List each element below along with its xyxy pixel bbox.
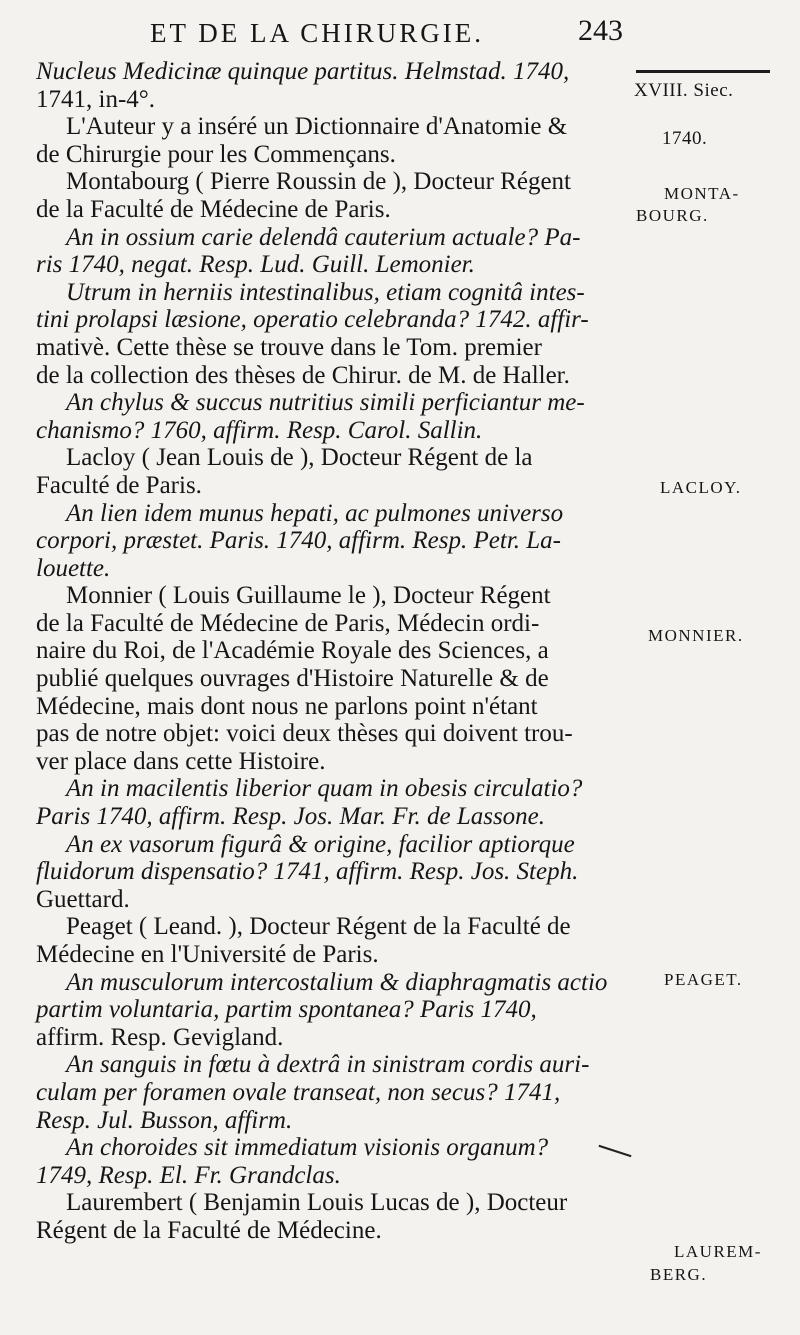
margin-note: LACLOY. [660, 478, 742, 497]
text-line: partim voluntaria, partim spontanea? Paris 1740, [36, 996, 537, 1024]
margin-century: XVIII. Siec. [634, 80, 734, 101]
text-line: chanismo? 1760, affirm. Resp. Carol. Sallin. [36, 416, 483, 444]
page-header [0, 14, 800, 50]
text-line: publié quelques ouvrages d'Histoire Naturelle & de [36, 665, 549, 693]
text-line: Monnier ( Louis Guillaume le ), Docteur Régent [66, 582, 551, 610]
text-line: An choroides sit immediatum visionis organum? [66, 1134, 549, 1162]
text-line: Peaget ( Leand. ), Docteur Régent de la Faculté de [66, 913, 571, 941]
text-line: affirm. Resp. Gevigland. [36, 1023, 284, 1051]
text-line: Faculté de Paris. [36, 471, 202, 499]
text-line: naire du Roi, de l'Académie Royale des Sciences, a [36, 637, 549, 665]
text-line: Resp. Jul. Busson, affirm. [36, 1106, 293, 1134]
main-text-block [36, 58, 642, 1245]
margin-note: PEAGET. [664, 970, 743, 989]
text-line: L'Auteur y a inséré un Dictionnaire d'Anatomie & [66, 113, 568, 141]
text-line: Régent de la Faculté de Médecine. [36, 1216, 382, 1244]
text-line: tini prolapsi læsione, operatio celebranda? 1742. affir- [36, 306, 589, 334]
text-line: An lien idem munus hepati, ac pulmones universo [66, 499, 564, 527]
text-line: de la Faculté de Médecine de Paris, Médecin ordi- [36, 609, 540, 637]
text-line: louette. [36, 554, 111, 582]
text-line: An in ossium carie delendâ cauterium actuale? Pa- [66, 223, 581, 251]
text-line: Nucleus Medicinæ quinque partitus. Helmstad. 1740, [36, 58, 570, 85]
margin-note: MONTA- [664, 184, 740, 203]
text-line: ris 1740, negat. Resp. Lud. Guill. Lemonier. [36, 251, 475, 279]
page-number: 243 [578, 14, 623, 47]
text-line: Médecine, mais dont nous ne parlons point n'étant [36, 692, 538, 720]
text-line: An sanguis in fœtu à dextrâ in sinistram cordis auri- [66, 1051, 590, 1079]
margin-note: LAUREM- [674, 1242, 762, 1261]
text-line: de Chirurgie pour les Commençans. [36, 140, 396, 168]
text-line: de la Faculté de Médecine de Paris. [36, 195, 391, 223]
text-line: Paris 1740, affirm. Resp. Jos. Mar. Fr. de Lassone. [36, 803, 546, 831]
margin-year: 1740. [662, 128, 708, 149]
text-line: mativè. Cette thèse se trouve dans le Tom. premier [36, 333, 542, 361]
text-line: Guettard. [36, 885, 130, 913]
margin-rule [636, 70, 770, 73]
running-head: ET DE LA CHIRURGIE. [150, 18, 484, 48]
text-line: culam per foramen ovale transeat, non secus? 1741, [36, 1078, 561, 1106]
text-line: ver place dans cette Histoire. [36, 747, 326, 775]
margin-note: MONNIER. [648, 626, 744, 645]
text-line: de la collection des thèses de Chirur. de M. de Haller. [36, 361, 570, 389]
text-line: An chylus & succus nutritius simili perficiantur me- [66, 389, 585, 417]
text-line: Utrum in herniis intestinalibus, etiam cognitâ intes- [66, 278, 585, 306]
margin-note: BOURG. [636, 206, 709, 225]
text-line: An ex vasorum figurâ & origine, facilior aptiorque [66, 830, 575, 858]
text-line: Montabourg ( Pierre Roussin de ), Docteur Régent [66, 168, 571, 196]
text-line: Médecine en l'Université de Paris. [36, 941, 379, 968]
margin-note: BERG. [650, 1265, 708, 1284]
text-line: An musculorum intercostalium & diaphragmatis actio [66, 968, 608, 996]
text-line: pas de notre objet: voici deux thèses qui doivent trou- [36, 720, 573, 748]
text-line: corpori, præstet. Paris. 1740, affirm. Resp. Petr. La- [36, 527, 562, 555]
text-line: 1741, in-4°. [36, 85, 156, 113]
text-line: fluidorum dispensatio? 1741, affirm. Resp. Jos. Steph. [36, 858, 579, 886]
text-line: An in macilentis liberior quam in obesis circulatio? [66, 775, 583, 803]
text-line: Laurembert ( Benjamin Louis Lucas de ), Docteur [66, 1189, 568, 1217]
text-line: Lacloy ( Jean Louis de ), Docteur Régent de la [66, 444, 533, 472]
text-line: 1749, Resp. El. Fr. Grandclas. [36, 1161, 341, 1189]
